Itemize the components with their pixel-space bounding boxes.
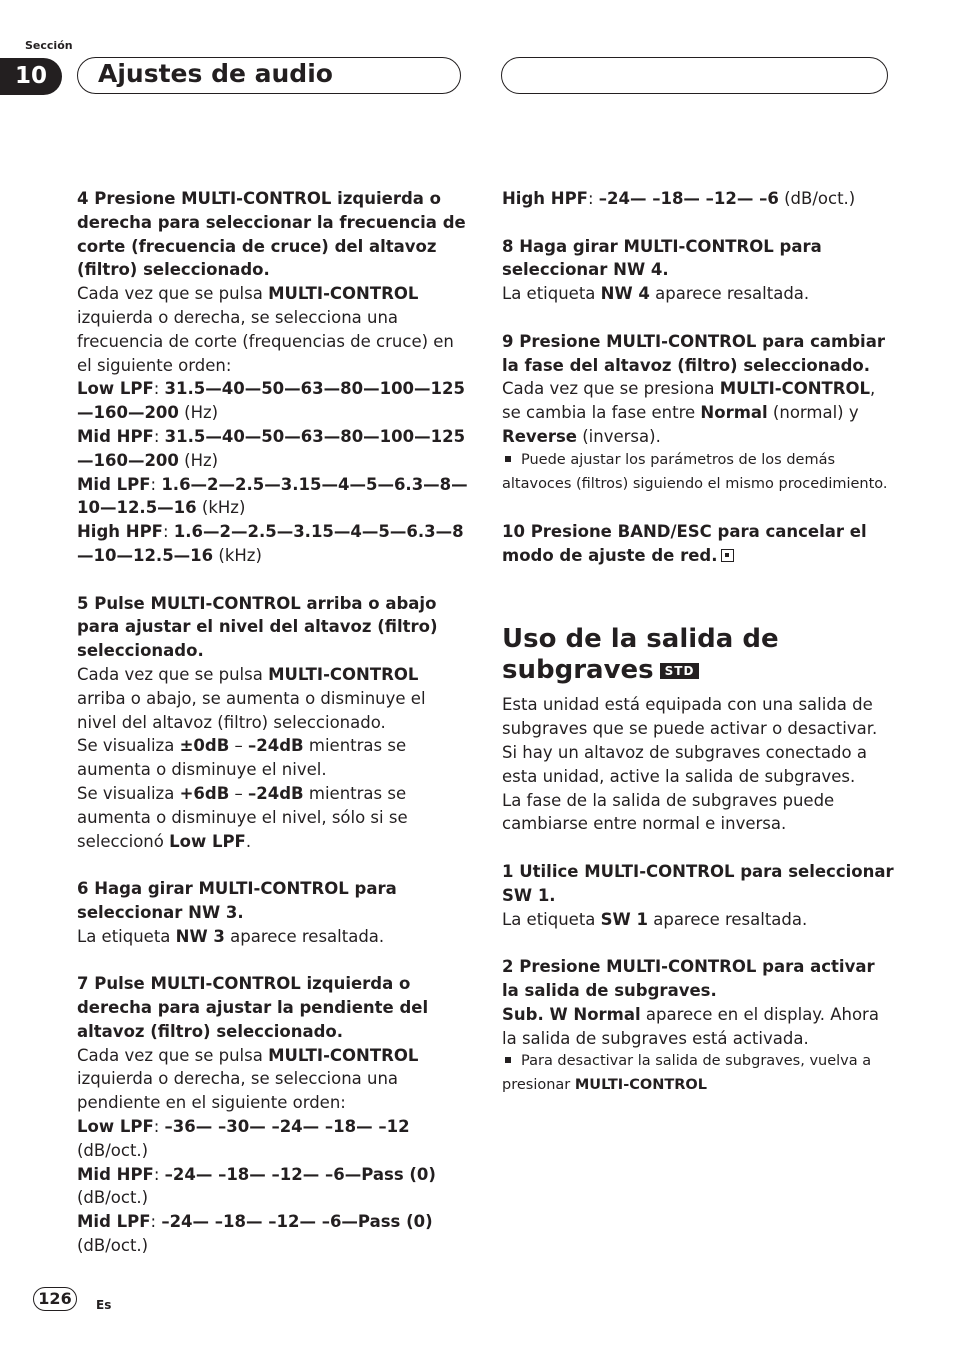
- std-badge: STD: [660, 663, 700, 679]
- step-6-text: La etiqueta NW 3 aparece resaltada.: [77, 926, 385, 946]
- page-number: 126: [33, 1287, 77, 1311]
- section-label: Sección: [25, 39, 73, 52]
- list-low-lpf: Low LPF: 31.5—40—50—63—80—100—125—160—200 (Hz): [77, 379, 465, 423]
- bullet-square-icon: [505, 456, 511, 462]
- section-title-box: [77, 57, 461, 94]
- end-mark-icon: [721, 549, 734, 562]
- sw-step-2-title: 2 Presione MULTI-CONTROL para activar la salida de subgraves.: [502, 957, 875, 1000]
- slope-high-hpf: High HPF: –24— –18— –12— –6 (dB/oct.): [502, 189, 856, 208]
- step-10-title: 10 Presione BAND/ESC para cancelar el modo de ajuste de red.: [502, 522, 867, 565]
- step-7-text: Cada vez que se pulsa MULTI-CONTROL izquierda o derecha, se selecciona una pendiente en el siguiente orden:: [77, 1045, 419, 1113]
- subwoofer-intro-2: La fase de la salida de subgraves puede cambiarse entre normal e inversa.: [502, 790, 835, 834]
- step-8-text: La etiqueta NW 4 aparece resaltada.: [502, 284, 810, 304]
- step-5-level-2: Se visualiza +6dB – –24dB mientras se aumenta o disminuye el nivel, sólo si se seleccionó Low LPF.: [77, 783, 408, 851]
- step-9-text: Cada vez que se presiona MULTI-CONTROL, se cambia la fase entre Normal (normal) y Reverse (inversa).: [502, 379, 876, 446]
- slope-low-lpf: Low LPF: –36— –30— –24— –18— –12 (dB/oct.): [77, 1117, 410, 1160]
- subwoofer-heading: Uso de la salida de subgraves STD: [502, 624, 779, 686]
- step-6-title: 6 Haga girar MULTI-CONTROL para seleccionar NW 3.: [77, 879, 397, 922]
- subwoofer-intro-1: Esta unidad está equipada con una salida de subgraves que se puede activar o desactivar. Si hay un altavoz de subgraves conectado a esta unidad, active la salida de subgraves.: [502, 695, 878, 786]
- step-7-title: 7 Pulse MULTI-CONTROL izquierda o derecha para ajustar la pendiente del altavoz (filtro) seleccionado.: [77, 974, 429, 1041]
- note-parameters: Puede ajustar los parámetros de los demás altavoces (filtros) siguiendo el mismo procedimiento.: [502, 451, 888, 492]
- note-deactivate: Para desactivar la salida de subgraves, vuelva a presionar MULTI-CONTROL: [502, 1053, 872, 1094]
- step-5-title: 5 Pulse MULTI-CONTROL arriba o abajo para ajustar el nivel del altavoz (filtro) seleccionado.: [77, 593, 438, 661]
- list-mid-lpf: Mid LPF: 1.6—2—2.5—3.15—4—5—6.3—8—10—12.5—16 (kHz): [77, 474, 468, 518]
- sw-step-1-title: 1 Utilice MULTI-CONTROL para seleccionar SW 1.: [502, 861, 894, 905]
- list-mid-hpf: Mid HPF: 31.5—40—50—63—80—100—125—160—200 (Hz): [77, 426, 466, 470]
- section-number-badge: 10: [0, 58, 62, 95]
- step-9-title: 9 Presione MULTI-CONTROL para cambiar la fase del altavoz (filtro) seleccionado.: [502, 331, 885, 375]
- step-5-level-1: Se visualiza ±0dB – –24dB mientras se aumenta o disminuye el nivel.: [77, 736, 407, 780]
- slope-mid-hpf: Mid HPF: –24— –18— –12— –6—Pass (0) (dB/oct.): [77, 1164, 436, 1208]
- step-4-title: 4 Presione MULTI-CONTROL izquierda o derecha para seleccionar la frecuencia de corte (frecuencia de cruce) del altavoz (filtro) seleccionado.: [77, 189, 466, 280]
- sw-step-1-text: La etiqueta SW 1 aparece resaltada.: [502, 909, 808, 929]
- step-4-text: Cada vez que se pulsa MULTI-CONTROL izquierda o derecha, se selecciona una frecuencia de corte (frequencias de cruce) en el siguiente orden:: [77, 284, 454, 375]
- step-8-title: 8 Haga girar MULTI-CONTROL para seleccionar NW 4.: [502, 236, 822, 280]
- section-title: Ajustes de audio: [98, 59, 333, 88]
- right-column: [502, 187, 894, 1098]
- step-5-text: Cada vez que se pulsa MULTI-CONTROL arriba o abajo, se aumenta o disminuye el nivel del altavoz (filtro) seleccionado.: [77, 664, 426, 732]
- bullet-square-icon: [505, 1057, 511, 1063]
- list-high-hpf: High HPF: 1.6—2—2.5—3.15—4—5—6.3—8—10—12.5—16 (kHz): [77, 522, 464, 565]
- slope-mid-lpf: Mid LPF: –24— –18— –12— –6—Pass (0) (dB/oct.): [77, 1212, 433, 1256]
- left-column: [77, 187, 469, 1258]
- sw-step-2-text: Sub. W Normal aparece en el display. Ahora la salida de subgraves está activada.: [502, 1004, 879, 1048]
- header-right-box: [501, 57, 888, 94]
- language-code: Es: [96, 1298, 112, 1312]
